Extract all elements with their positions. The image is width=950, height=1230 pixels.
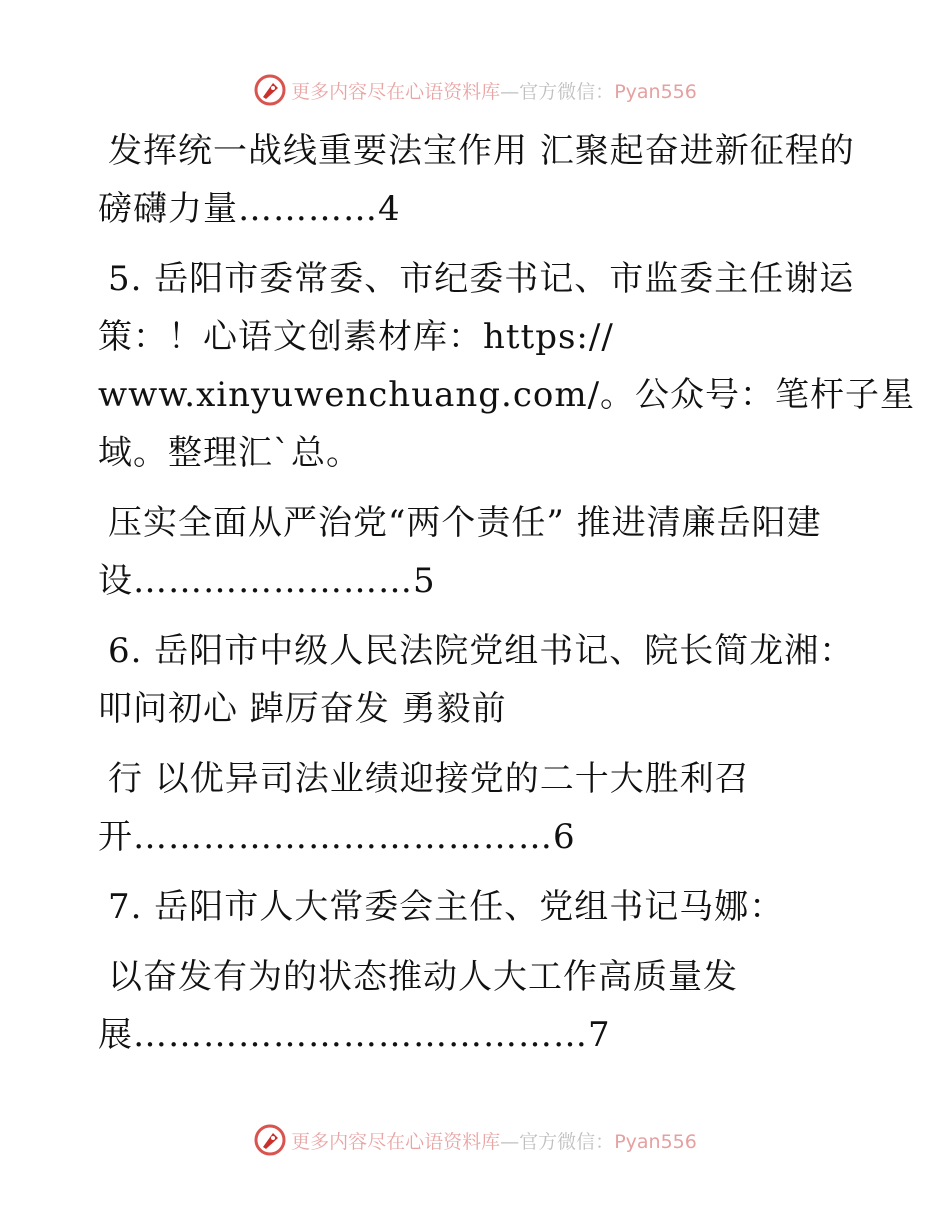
pen-nib-circle-icon [253,1123,287,1157]
toc-line: 磅礴力量…………4 [98,189,401,229]
footer-watermark [0,1120,950,1160]
watermark-dash: — [500,80,520,103]
toc-line: 压实全面从严治党“两个责任” 推进清廉岳阳建 [108,503,822,543]
header-watermark [0,70,950,110]
watermark-official: 官方微信： [519,80,615,103]
toc-line: 策：！心语文创素材库：https:// [98,317,614,357]
toc-line: 展…………………………………7 [98,1015,611,1055]
watermark-text [291,77,697,104]
toc-line: 行 以优异司法业绩迎接党的二十大胜利召 [108,759,750,799]
toc-line: www.xinyuwenchuang.com/。公众号：笔杆子星 [98,375,916,415]
toc-line: 发挥统一战线重要法宝作用 汇聚起奋进新征程的 [108,131,855,171]
pen-nib-circle-icon [253,73,287,107]
toc-line: 设……………………5 [98,561,436,601]
toc-line: 7. 岳阳市人大常委会主任、党组书记马娜： [108,887,785,927]
watermark-brand: 更多内容尽在心语资料库 [291,1130,501,1153]
watermark-account: Pyan556 [614,1130,697,1153]
watermark-brand: 更多内容尽在心语资料库 [291,80,501,103]
toc-line: 以奋发有为的状态推动人大工作高质量发 [108,957,738,997]
watermark-account: Pyan556 [614,80,697,103]
watermark-text [291,1127,697,1154]
toc-line: 6. 岳阳市中级人民法院党组书记、院长简龙湘： [108,631,855,671]
toc-line: 叩问初心 踔厉奋发 勇毅前 [98,689,507,729]
watermark-official: 官方微信： [519,1130,615,1153]
toc-line: 5. 岳阳市委常委、市纪委书记、市监委主任谢运 [108,259,855,299]
toc-line: 开………………………………6 [98,817,576,857]
toc-line: 域。整理汇`总。 [98,433,361,473]
toc-content [98,122,916,1064]
watermark-dash: — [500,1130,520,1153]
